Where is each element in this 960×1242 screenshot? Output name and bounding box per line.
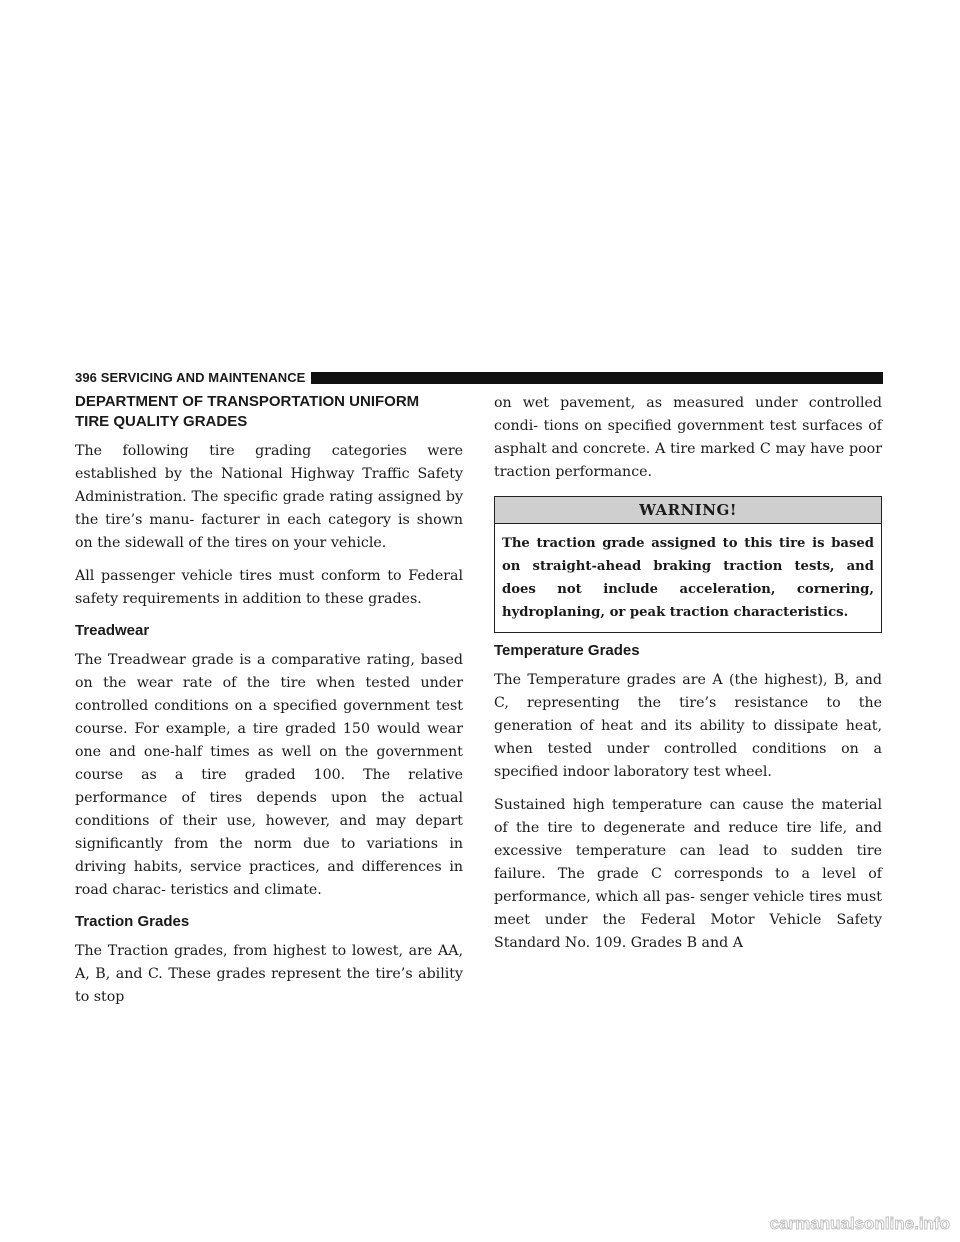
right-column [494, 392, 882, 965]
treadwear-title: Treadwear [75, 622, 150, 639]
section-title-line2: TIRE QUALITY GRADES [75, 413, 248, 430]
watermark-logo [704, 1212, 952, 1234]
traction-title: Traction Grades [75, 913, 190, 930]
section-title [75, 392, 463, 432]
warning-heading: WARNING! [495, 497, 881, 524]
page-header-label [75, 370, 311, 386]
temperature-title: Temperature Grades [494, 642, 640, 659]
temperature-paragraph: The Temperature grades are A (the highest), B, and C, representing the tire’s resistance to the generation of heat and its ability to dissipate heat, when tested under controlled conditions on a specified indoor laboratory test wheel. [494, 672, 882, 780]
warning-body: The traction grade assigned to this tire is based on straight-ahead braking traction tests, and does not include acceleration, cornering, hydroplaning, or peak traction characteristics. [502, 536, 874, 620]
treadwear-paragraph: The Treadwear grade is a comparative rating, based on the wear rate of the tire when tested under controlled conditions on a specified government test course. For example, a tire graded 150 would wear one and one-half times as well on the government course as a tire graded 100. The relative performance of tires depends upon the actual conditions of their use, however, and may depart significantly from the norm due to variations in driving habits, service practices, and differences in road charac- teristics and climate. [75, 652, 463, 898]
section-title-line1: DEPARTMENT OF TRANSPORTATION UNIFORM [75, 393, 420, 410]
section-name: SERVICING AND MAINTENANCE [100, 370, 306, 385]
traction-paragraph: The Traction grades, from highest to lowest, are AA, A, B, and C. These grades represent the tire’s ability to stop [75, 943, 463, 1005]
intro-paragraph: The following tire grading categories were established by the National Highway Traffic Safety Administration. The specific grade rating assigned by the tire’s manu- facturer in each category is shown on the sidewall of the tires on your vehicle. [75, 443, 463, 551]
sustained-temperature-paragraph: Sustained high temperature can cause the material of the tire to degenerate and reduce tire life, and excessive temperature can lead to sudden tire failure. The grade C corresponds to a level of performance, which all pas- senger vehicle tires must meet under the Federal Motor Vehicle Safety Standard No. 109. Grades B and A [494, 797, 882, 951]
compliance-paragraph: All passenger vehicle tires must conform to Federal safety requirements in addition to these grades. [75, 568, 463, 607]
traction-paragraph-continued: on wet pavement, as measured under controlled condi- tions on specified government test surfaces of asphalt and concrete. A tire marked C may have poor traction performance. [494, 395, 882, 480]
header-rule [311, 372, 883, 384]
left-column [75, 392, 463, 1019]
warning-box [494, 496, 882, 633]
page-header [75, 370, 883, 386]
watermark-text: carmanualsonline.info [769, 1214, 950, 1233]
page-number: 396 [75, 370, 97, 385]
